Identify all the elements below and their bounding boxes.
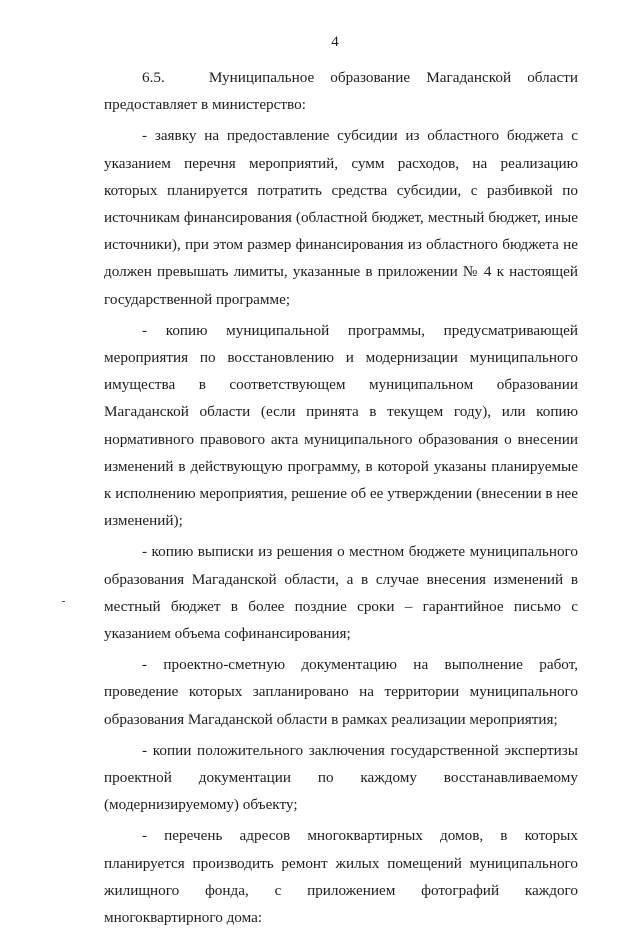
section-heading-continuation: предоставляет в министерство: [104,96,306,114]
list-item: - копию муниципальной программы, предусматривающей мероприятия по восстановлению и модернизации муниципального имущества в соответствующем муниципальном образовании Магаданской области (если принята в текущем году), или копию нормативного правового акта муниципального образования о внесении изменений в действующую программу, в которой указаны планируемые к исполнению мероприятия, решение об ее утверждении (внесении в нее изменений); [104,321,578,530]
list-item: - проектно-сметную документацию на выполнение работ, проведение которых запланировано на территории муниципального образования Магаданской области в рамках реализации мероприятия; [104,656,578,728]
list-item: - копии положительного заключения государственной экспертизы проектной документации по каждому восстанавливаемому (модернизируемому) объекту; [104,741,578,814]
heading-word: Муниципальное [208,69,315,86]
page-number: 4 [331,34,339,50]
list-item: - заявку на предоставление субсидии из областного бюджета с указанием перечня мероприятий, сумм расходов, на реализацию которых планируется потратить средства субсидии, с разбивкой по источникам финансирования (областной бюджет, местный бюджет, иные источники), при этом размер финансирования из областного бюджета не должен превышать лимиты, указанные в приложении № 4 к настоящей государственной программе; [104,127,578,308]
list-item: - копию выписки из решения о местном бюджете муниципального образования Магаданской области, а в случае внесения изменений в местный бюджет в более поздние сроки – гарантийное письмо с указанием объема софинансирования; [104,543,578,643]
list-item: - перечень адресов многоквартирных домов, в которых планируется производить ремонт жилых помещений муниципального жилищного фонда, с приложением фотографий каждого многоквартирного дома: [104,827,578,927]
document-body [104,64,578,931]
section-number: 6.5. [142,69,165,86]
scan-margin-mark [62,601,65,602]
section-heading-line [104,64,578,91]
heading-word: Магаданской [426,69,512,86]
heading-word: образование [330,69,411,86]
heading-word: области [527,69,578,86]
